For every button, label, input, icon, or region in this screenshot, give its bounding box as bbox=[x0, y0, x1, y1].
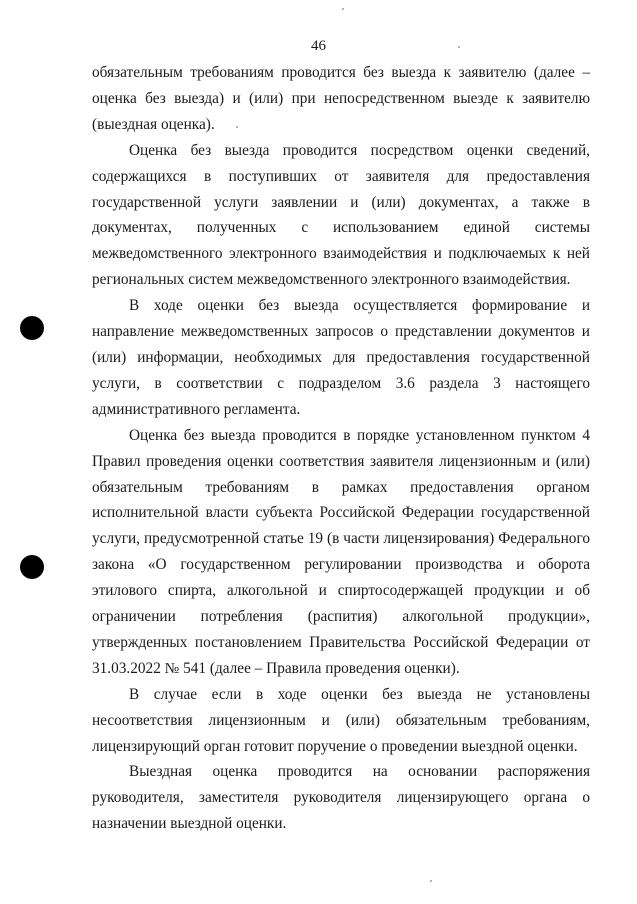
scan-speck bbox=[342, 8, 344, 10]
paragraph-non-compliance: В случае если в ходе оценки без выезда не установлены несоответствия лицензионным и (или) обязательным требованиям, лицензирующий орган готовит поручение о проведении выездной оценки. bbox=[92, 685, 590, 755]
punch-hole-bottom bbox=[20, 555, 44, 579]
paragraph-assessment-without-visit: Оценка без выезда проводится посредством оценки сведений, содержащихся в поступивших от заявителя для предоставления государственной услуги заявлении и (или) документах, а также в документах, полученных с использованием единой системы межведомственного электронного взаимодействия и подключаемых к ней региональных систем межведомственного электронного взаимодействия. bbox=[92, 141, 590, 289]
punch-hole-top bbox=[20, 316, 44, 340]
paragraph-assessment-procedure: Оценка без выезда проводится в порядке установленном пунктом 4 Правил проведения оценки соответствия заявителя лицензионным и (или) обязательным требованиям в рамках предоставления органом исполнительной власти субъекта Российской Федерации государственной услуги, предусмотренной статье 19 (в части лицензирования) Федерального закона «О государственном регулировании производства и оборота этилового спирта, алкогольной и спиртосодержащей продукции и об ограничении потребления (распития) алкогольной продукции», утвержденных постановлением Правительства Российской Федерации от 31.03.2022 № 541 (далее – Правила проведения оценки). bbox=[92, 426, 590, 677]
document-body bbox=[92, 60, 590, 837]
paragraph-continuation: обязательным требованиям проводится без выезда к заявителю (далее – оценка без выезда) и (или) при непосредственном выезде к заявителю (выездная оценка). bbox=[92, 64, 590, 133]
scan-speck bbox=[430, 880, 432, 882]
page-number: 46 bbox=[311, 38, 326, 54]
paragraph-interdepartmental-requests: В ходе оценки без выезда осуществляется формирование и направление межведомственных запросов о представлении документов и (или) информации, необходимых для предоставления государственной услуги, в соответствии с подразделом 3.6 раздела 3 настоящего административного регламента. bbox=[92, 297, 590, 418]
paragraph-on-site-assessment: Выездная оценка проводится на основании распоряжения руководителя, заместителя руководителя лицензирующего органа о назначении выездной оценки. bbox=[92, 763, 590, 833]
